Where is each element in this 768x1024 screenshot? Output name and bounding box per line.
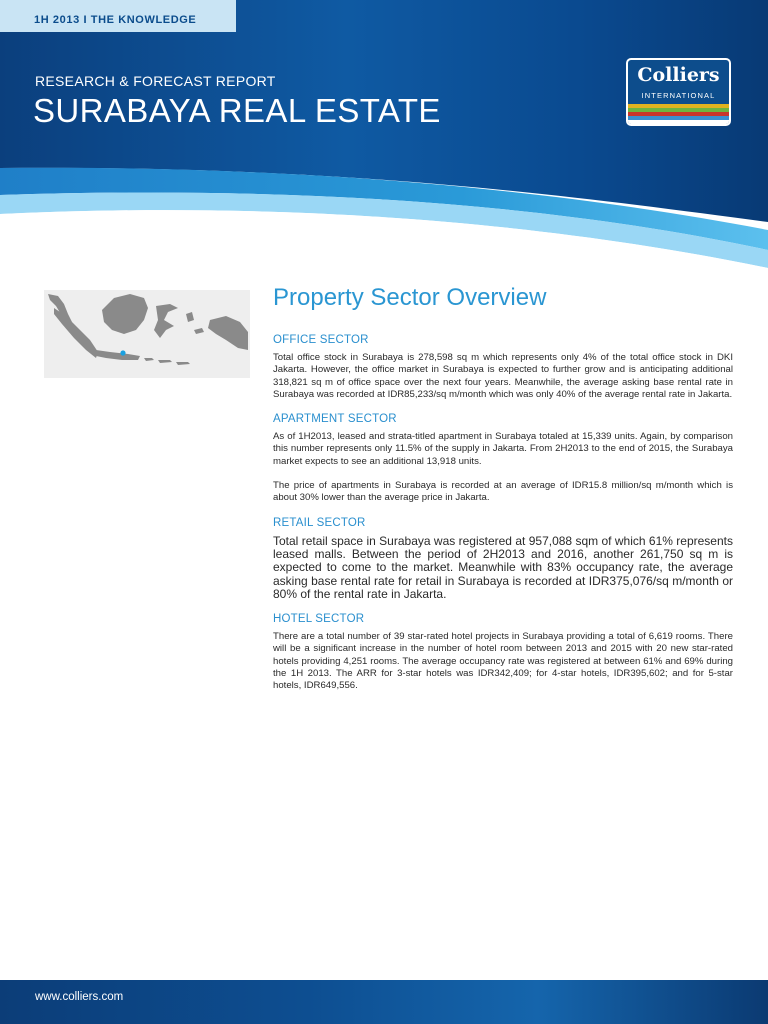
retail-sector-heading: RETAIL SECTOR xyxy=(273,516,366,529)
surabaya-marker xyxy=(120,350,125,355)
map-graphic xyxy=(44,290,250,378)
apartment-sector-paragraph-2: The price of apartments in Surabaya is recorded at an average of IDR15.8 million/sq m/month which is about 30% lower than the average price in Jakarta. xyxy=(273,480,733,504)
header-banner xyxy=(0,0,768,270)
indonesia-map-icon xyxy=(44,290,250,378)
logo-subtitle: INTERNATIONAL xyxy=(641,91,716,100)
report-period-tagline: 1H 2013 I THE KNOWLEDGE xyxy=(34,14,197,26)
footer-website-link[interactable]: www.colliers.com xyxy=(35,991,124,1003)
office-sector-heading: OFFICE SECTOR xyxy=(273,334,369,346)
office-sector-paragraph: Total office stock in Surabaya is 278,598 sq m which represents only 4% of the total office stock in DKI Jakarta. However, the office market in Surabaya is expected to further grow and is anticipating additional 318,821 sq m of office space over the next four years. Meanwhile, the average asking base rental rate in Surabaya was recorded at IDR85,233/sq m/month which was only 40% of the average rental rate in Jakarta. xyxy=(273,352,733,400)
logo-stripes xyxy=(628,104,729,124)
logo-stripe-5 xyxy=(628,120,729,124)
colliers-logo xyxy=(626,58,731,126)
header-wave-graphic xyxy=(0,0,768,270)
logo-name: Colliers xyxy=(637,64,720,86)
hotel-sector-heading: HOTEL SECTOR xyxy=(273,613,365,626)
footer-bar xyxy=(0,980,768,1024)
report-title: SURABAYA REAL ESTATE xyxy=(33,92,441,129)
report-type-label: RESEARCH & FORECAST REPORT xyxy=(35,73,276,89)
page-section-title: Property Sector Overview xyxy=(273,284,547,311)
apartment-sector-paragraph-1: As of 1H2013, leased and strata-titled apartment in Surabaya totaled at 15,339 units. Again, by comparison this number represents only 11.5% of the supply in Jakarta. From 2H2013 to the end of 2015, the Surabaya market expects to see an additional 13,918 units. xyxy=(273,431,733,467)
retail-sector-paragraph: Total retail space in Surabaya was registered at 957,088 sqm of which 61% represents leased malls. Between the period of 2H2013 and 2016, another 261,750 sq m is expected to come to the market. Meanwhile with 83% occupancy rate, the average asking base rental rate for retail in Surabaya is recorded at IDR375,076/sq m/month or 80% of the rental rate in Jakarta. xyxy=(273,533,733,601)
main-content xyxy=(273,284,733,693)
apartment-sector-heading: APARTMENT SECTOR xyxy=(273,413,397,426)
hotel-sector-paragraph: There are a total number of 39 star-rated hotel projects in Surabaya providing a total of 6,619 rooms. There will be a significant increase in the number of hotel room between 2013 and 2015 with 20 new star-rated hotels providing 4,251 rooms. The average occupancy rate was registered at between 61% and 69% during the 1H 2013. The ARR for 3-star hotels was IDR342,409; for 4-star hotels, IDR395,602; and for 5-star hotels, IDR649,556. xyxy=(273,631,733,692)
